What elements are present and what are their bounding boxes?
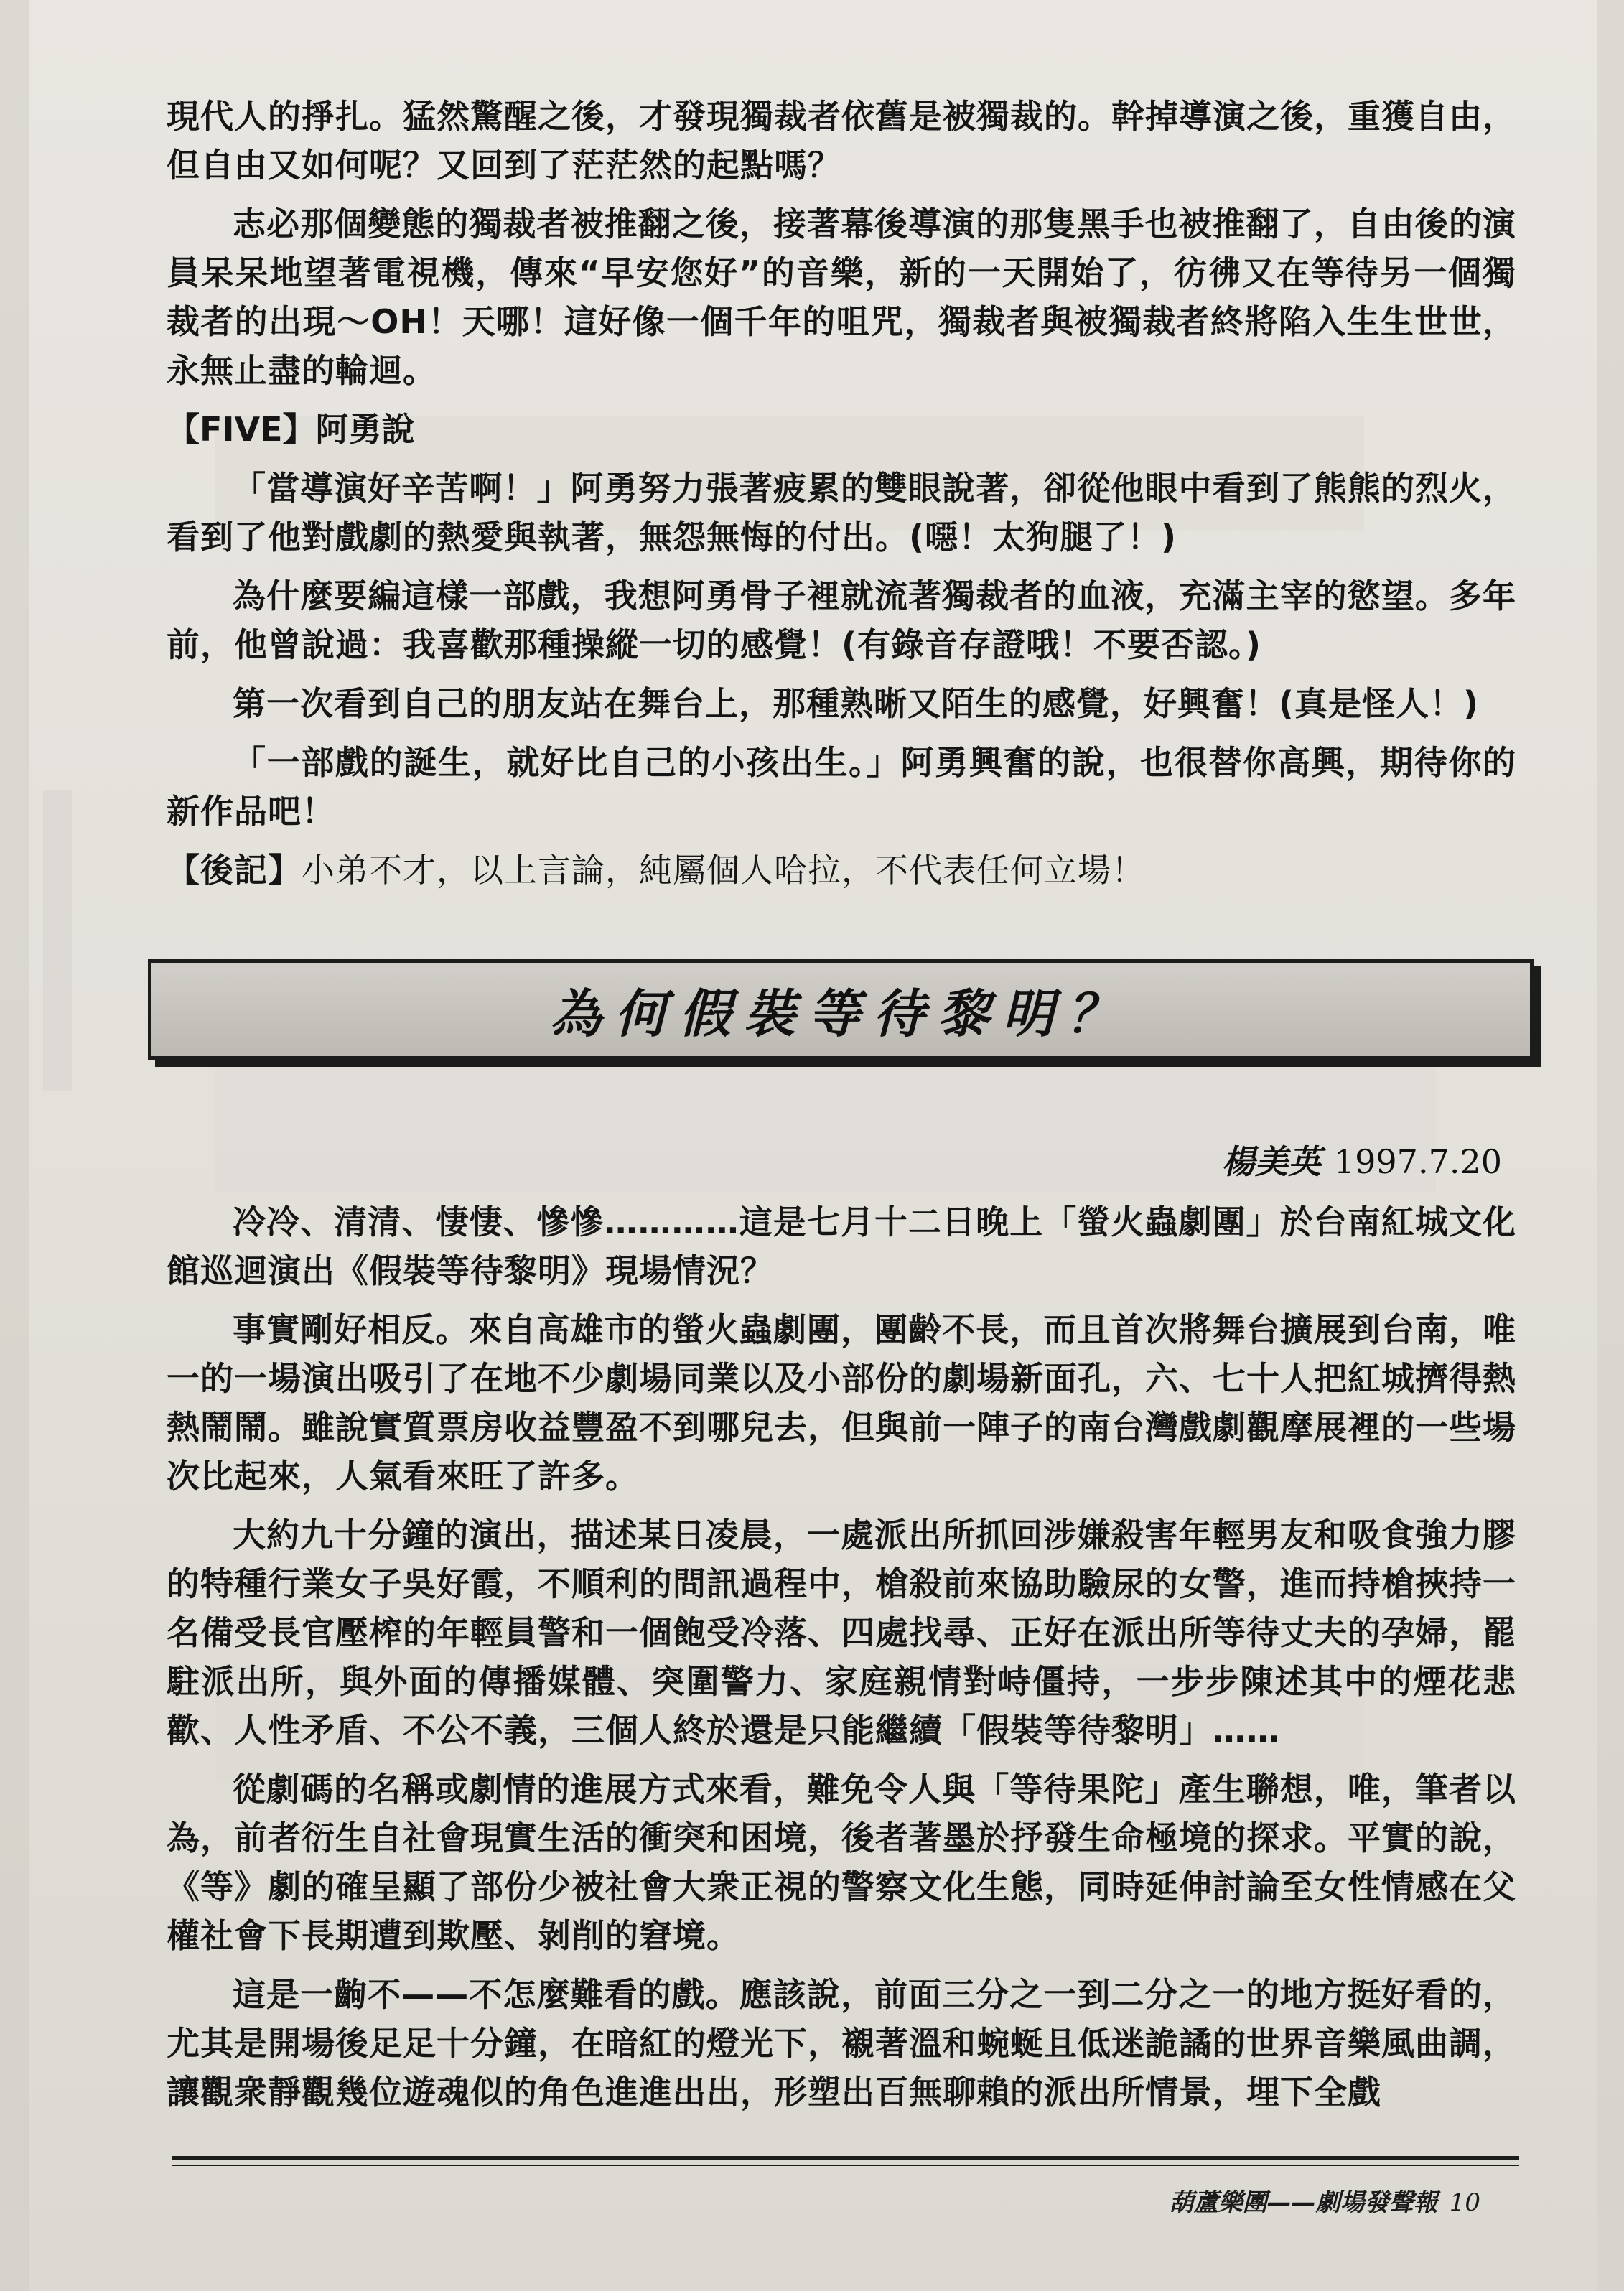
page-number: 10 [1449,2188,1480,2217]
page-footer [1170,2183,1480,2218]
article-date: 1997.7.20 [1333,1142,1502,1181]
footer-rule-thin [172,2165,1519,2166]
paragraph: 這是一齣不——不怎麼難看的戲。應該說，前面三分之一到二分之一的地方挺好看的，尤其是開場後足足十分鐘，在暗紅的燈光下，襯著溫和蜿蜒且低迷詭譎的世界音樂風曲調，讓觀衆靜觀幾位遊魂似的角色進進出出，形塑出百無聊賴的派出所情景，埋下全戲 [167,1975,1516,2112]
postscript-label: 【後記】 [167,851,302,890]
article-title-box [148,959,1534,1060]
paragraph: 「一部戲的誕生，就好比自己的小孩出生。」阿勇興奮的說，也很替你高興，期待你的新作品吧！ [167,743,1516,831]
paragraph: 冷冷、清清、悽悽、慘慘…………這是七月十二日晚上「螢火蟲劇團」於台南紅城文化館巡迴演出《假裝等待黎明》現場情況？ [167,1203,1516,1290]
author-name: 楊美英 [1221,1142,1321,1181]
byline [1222,1136,1502,1183]
postscript [167,846,1516,895]
paragraph: 「當導演好辛苦啊！」阿勇努力張著疲累的雙眼說著，卻從他眼中看到了熊熊的烈火，看到了他對戲劇的熱愛與執著，無怨無悔的付出。(噁！太狗腿了！) [167,469,1516,556]
publication-name: 葫蘆樂團——劇場發聲報 [1169,2188,1438,2217]
footer-rule [172,2156,1519,2160]
paragraph: 大約九十分鐘的演出，描述某日凌晨，一處派出所抓回涉嫌殺害年輕男友和吸食強力膠的特種行業女子吳好霞，不順利的問訊過程中，槍殺前來協助驗尿的女警，進而持槍挾持一名備受長官壓榨的年輕員警和一個飽受冷落、四處找尋、正好在派出所等待丈夫的孕婦，罷駐派出所，與外面的傳播媒體、突圍警力、家庭親情對峙僵持，一步步陳述其中的煙花悲歡、人性矛盾、不公不義，三個人終於還是只能繼續「假裝等待黎明」…… [167,1516,1516,1750]
article-body [167,1198,1516,2127]
continued-article [167,92,1516,905]
paragraph: 第一次看到自己的朋友站在舞台上，那種熟晰又陌生的感覺，好興奮！(真是怪人！) [233,684,1480,723]
paragraph: 從劇碼的名稱或劇情的進展方式來看，難免令人與「等待果陀」產生聯想，唯，筆者以為，前者衍生自社會現實生活的衝突和困境，後者著墨於抒發生命極境的探求。平實的說，《等》劇的確呈顯了部份少被社會大衆正視的警察文化生態，同時延伸討論至女性情感在父權社會下長期遭到欺壓、剝削的窘境。 [167,1770,1516,1955]
postscript-text: 小弟不才，以上言論，純屬個人哈拉，不代表任何立場！ [302,851,1145,890]
paragraph: 現代人的掙扎。猛然驚醒之後，才發現獨裁者依舊是被獨裁的。幹掉導演之後，重獲自由，但自由又如何呢？又回到了茫茫然的起點嗎？ [167,97,1516,185]
article-title: 為何假裝等待黎明？ [549,983,1131,1044]
section-heading-five: 【FIVE】阿勇說 [167,410,415,449]
paragraph: 志必那個變態的獨裁者被推翻之後，接著幕後導演的那隻黑手也被推翻了，自由後的演員呆呆地望著電視機，傳來“早安您好”的音樂，新的一天開始了，彷彿又在等待另一個獨裁者的出現～OH！天哪！這好像一個千年的咀咒，獨裁者與被獨裁者終將陷入生生世世，永無止盡的輪迴。 [167,205,1516,390]
paragraph: 為什麼要編這樣一部戲，我想阿勇骨子裡就流著獨裁者的血液，充滿主宰的慾望。多年前，他曾說過：我喜歡那種操縱一切的感覺！(有錄音存證哦！不要否認。) [167,577,1516,664]
paragraph: 事實剛好相反。來自高雄市的螢火蟲劇團，團齡不長，而且首次將舞台擴展到台南，唯一的一場演出吸引了在地不少劇場同業以及小部份的劇場新面孔，六、七十人把紅城擠得熱熱鬧鬧。雖說實質票房收益豐盈不到哪兒去，但與前一陣子的南台灣戲劇觀摩展裡的一些場次比起來，人氣看來旺了許多。 [167,1310,1516,1496]
